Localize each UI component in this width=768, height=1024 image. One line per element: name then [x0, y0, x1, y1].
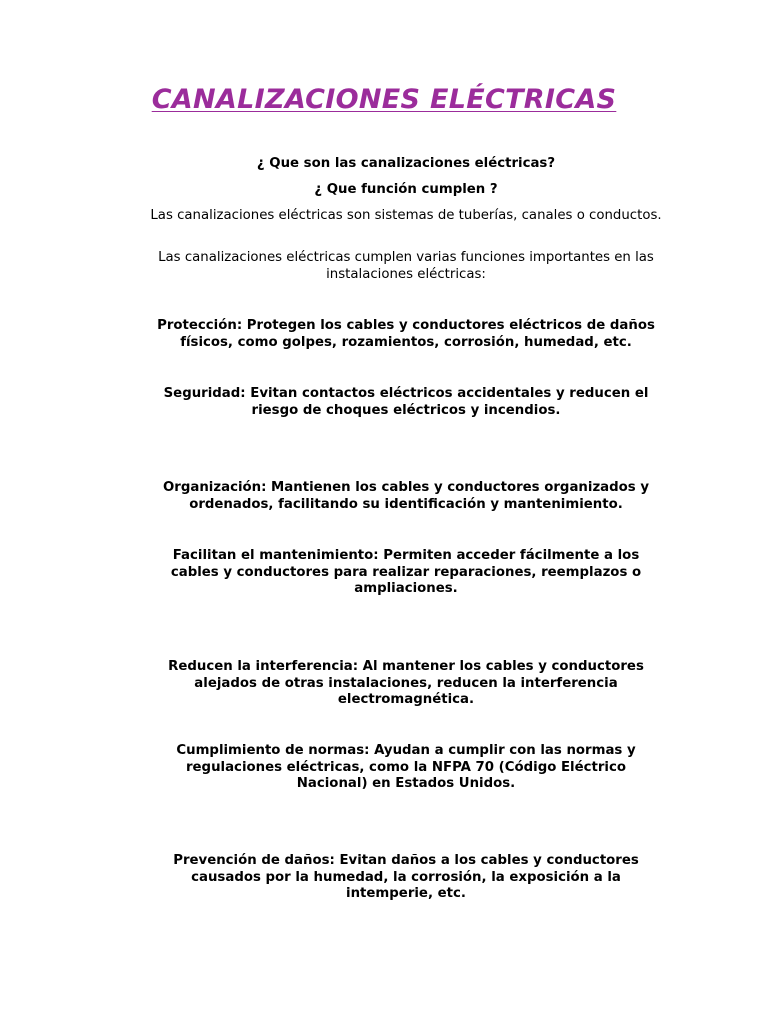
- function-item-organizacion: Organización: Mantienen los cables y conductores organizados y ordenados, facilitando su identificación y mantenimiento.: [162, 480, 650, 512]
- function-item-mantenimiento: Facilitan el mantenimiento: Permiten acceder fácilmente a los cables y conductores para realizar reparaciones, reemplazos o ampliaciones.: [170, 548, 642, 596]
- question-1: ¿ Que son las canalizaciones eléctricas?: [256, 156, 556, 171]
- question-2: ¿ Que función cumplen ?: [314, 182, 498, 197]
- function-item-interferencia: Reducen la interferencia: Al mantener los cables y conductores alejados de otras instalaciones, reducen la interferencia electromagnética.: [168, 659, 644, 707]
- function-item-proteccion: Protección: Protegen los cables y conductores eléctricos de daños físicos, como golpes, rozamientos, corrosión, humedad, etc.: [157, 318, 655, 350]
- function-item-seguridad: Seguridad: Evitan contactos eléctricos accidentales y reducen el riesgo de choques eléctricos y incendios.: [163, 386, 649, 418]
- function-item-prevencion: Prevención de daños: Evitan daños a los cables y conductores causados por la humedad, la corrosión, la exposición a la intemperie, etc.: [173, 853, 639, 901]
- function-item-normas: Cumplimiento de normas: Ayudan a cumplir con las normas y regulaciones eléctricas, como la NFPA 70 (Código Eléctrico Nacional) en Estados Unidos.: [176, 743, 636, 791]
- intro-definition: Las canalizaciones eléctricas son sistemas de tuberías, canales o conductos.: [150, 208, 662, 223]
- page-title: CANALIZACIONES ELÉCTRICAS: [151, 84, 617, 115]
- intro-functions: Las canalizaciones eléctricas cumplen varias funciones importantes en las instalaciones eléctricas:: [158, 250, 654, 282]
